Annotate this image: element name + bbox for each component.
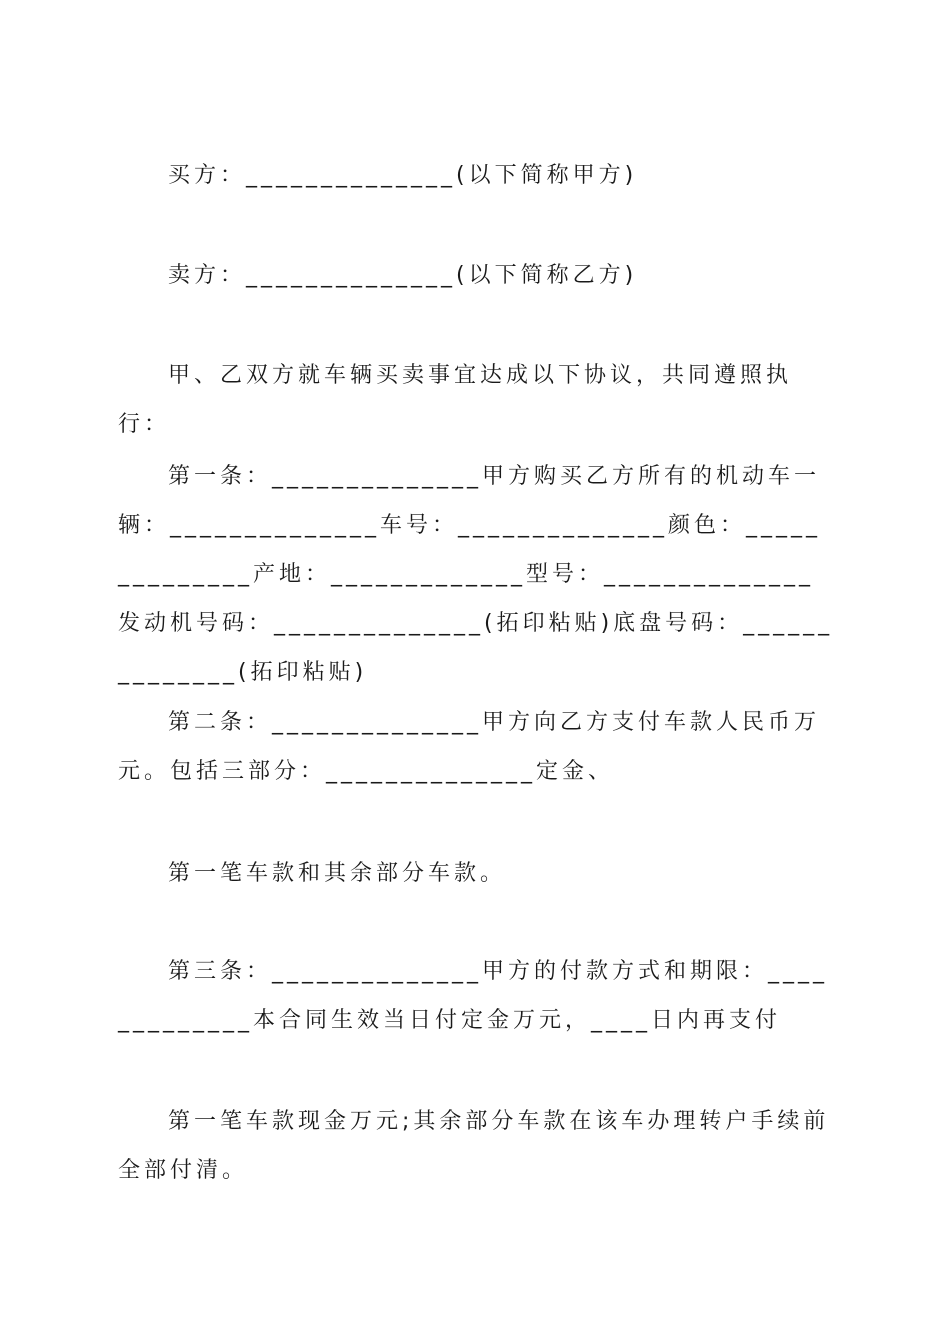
article-3: 第三条：______________甲方的付款方式和期限：_____________本合同生效当日付定金万元，____日内再支付 (118, 959, 829, 1033)
article-2-continued: 第一笔车款和其余部分车款。 (168, 861, 507, 886)
article-2: 第二条：______________甲方向乙方支付车款人民币万元。包括三部分：______________定金、 (118, 710, 821, 784)
article-1: 第一条：______________甲方购买乙方所有的机动车一辆：______________车号：______________颜色：______________产地：_____________型号：______________发动机号码：______________(拓印粘贴)底盘号码：______________(拓印粘贴) (118, 464, 834, 685)
buyer-line: 买方：______________(以下简称甲方) (168, 163, 638, 188)
article-3-continued: 第一笔车款现金万元;其余部分车款在该车办理转户手续前全部付清。 (118, 1109, 830, 1183)
agreement-intro: 甲、乙双方就车辆买卖事宜达成以下协议，共同遵照执行： (118, 363, 793, 437)
seller-line: 卖方：______________(以下简称乙方) (168, 263, 638, 288)
